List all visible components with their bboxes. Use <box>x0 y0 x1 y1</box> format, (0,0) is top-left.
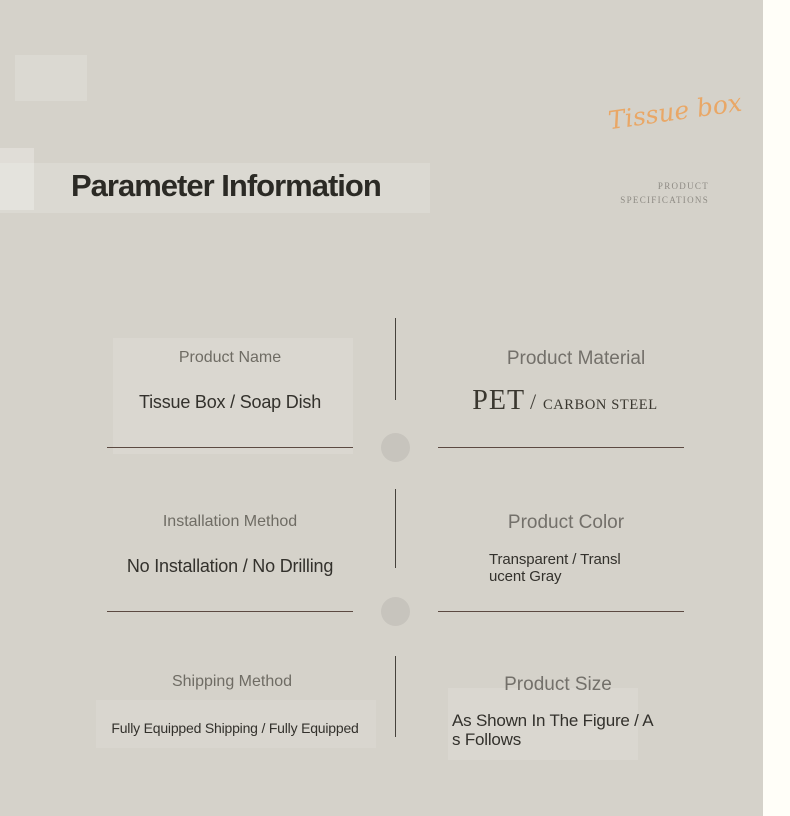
material-separator-text: / <box>530 389 536 414</box>
param-product-size-value <box>452 711 692 749</box>
product-specifications-tagline <box>620 180 709 207</box>
material-secondary-text: CARBON STEEL <box>542 397 658 413</box>
param-product-name-value: Tissue Box / Soap Dish <box>138 392 322 412</box>
param-installation-method-value: No Installation / No Drilling <box>126 556 334 576</box>
tagline-line: SPECIFICATIONS <box>620 194 709 205</box>
page-title: Parameter Information <box>71 168 381 203</box>
underline-rule <box>107 447 353 448</box>
tagline-line: PRODUCT <box>657 181 709 191</box>
underline-rule <box>438 447 684 448</box>
value-line: As Shown In The Figure / A <box>452 711 654 730</box>
material-primary-text: PET <box>472 385 526 416</box>
divider-line-vertical <box>395 489 396 568</box>
value-line: Transparent / Transl <box>489 551 621 568</box>
param-product-color-value <box>489 552 649 585</box>
param-product-material-label: Product Material <box>506 348 646 369</box>
divider-dot <box>381 433 410 462</box>
background-patch <box>0 148 34 210</box>
param-product-size-label: Product Size <box>504 674 612 695</box>
underline-rule <box>107 611 353 612</box>
param-product-color-label: Product Color <box>507 512 625 533</box>
background-patch <box>15 55 87 101</box>
param-shipping-method-value: Fully Equipped Shipping / Fully Equipped <box>111 720 359 736</box>
value-line: s Follows <box>452 730 522 749</box>
divider-line-vertical <box>395 318 396 400</box>
value-line: ucent Gray <box>489 567 562 585</box>
underline-rule <box>438 611 684 612</box>
param-product-name-label: Product Name <box>178 349 282 366</box>
param-shipping-method-label: Shipping Method <box>171 673 293 690</box>
param-installation-method-label: Installation Method <box>162 513 298 530</box>
brand-script-logo: Tissue box <box>606 87 744 136</box>
right-margin-strip <box>763 0 790 816</box>
divider-dot <box>381 597 410 626</box>
param-product-material-value <box>440 386 690 420</box>
divider-line-vertical <box>395 656 396 737</box>
